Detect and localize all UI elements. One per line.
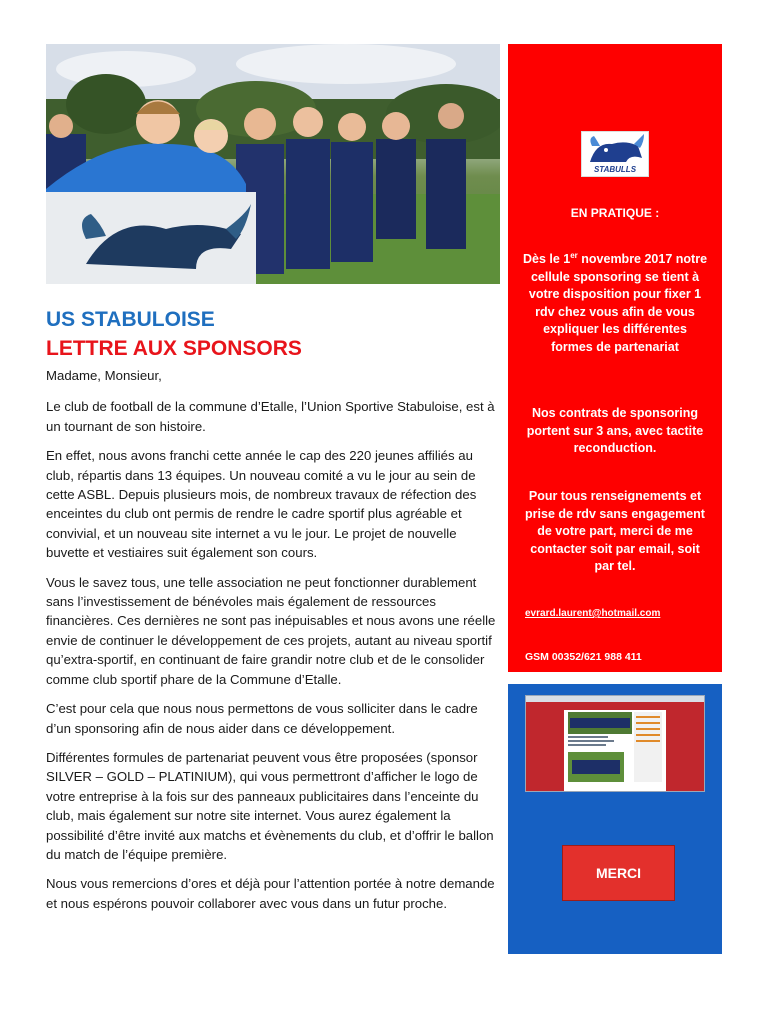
info-paragraph-contact: Pour tous renseignements et prise de rdv sans engagement de votre part, merci de me contacter soit par email, soit par tel. bbox=[525, 489, 705, 573]
letter-body bbox=[46, 366, 498, 923]
merci-button[interactable]: MERCI bbox=[562, 845, 675, 901]
letter-paragraph: Nous vous remercions d’ores et déjà pour l’attention portée à notre demande et nous espérons pouvoir collaborer avec vous dans un futur proche. bbox=[46, 876, 495, 911]
gsm-number: GSM 00352/621 988 411 bbox=[525, 651, 642, 663]
letter-paragraph: En effet, nous avons franchi cette année le cap des 220 jeunes affiliés au club, répartis dans 13 équipes. Un nouveau comité a vu le jour au sein de cette ASBL. Depuis plusieurs mois, de nombreux travaux de réfection des enceintes du club ont permis de rendre le cadre sportif plus agréable et convivial, et un nouveau site internet a vu le jour. Le projet de nouvelle buvette et vestiaires suit également son cours. bbox=[46, 448, 477, 561]
logo-text: STABULLS bbox=[593, 165, 637, 174]
info-date-prefix: Dès le 1 bbox=[522, 252, 571, 266]
info-paragraph-contracts: Nos contrats de sponsoring portent sur 3 ans, avec tactite reconduction. bbox=[526, 406, 704, 455]
info-paragraph-availability bbox=[522, 251, 708, 356]
website-screenshot bbox=[525, 695, 705, 792]
email-link[interactable]: evrard.laurent@hotmail.com bbox=[525, 608, 661, 619]
salutation: Madame, Monsieur, bbox=[46, 368, 162, 383]
website-screenshot-illustration bbox=[526, 696, 704, 791]
club-title: US STABULOISE bbox=[46, 308, 215, 331]
letter-paragraph: Le club de football de la commune d’Etalle, l’Union Sportive Stabuloise, est à un tournant de son histoire. bbox=[46, 399, 495, 434]
letter-paragraph: C’est pour cela que nous nous permettons de vous solliciter dans le cadre d’un sponsoring afin de nous aider dans ce développement. bbox=[46, 701, 478, 736]
letter-title: LETTRE AUX SPONSORS bbox=[46, 337, 302, 360]
letter-paragraph: Vous le savez tous, une telle association ne peut fonctionner durablement sans l’investissement de bénévoles mais également de ressources financières. Ces dernières ne sont pas inépuisables et nous avons une réelle envie de continuer le développement de ces projets, autant au niveau sportif qu’extra-sportif, en continuant de faire grandir notre club et de le consolider comme club sportif phare de la Commune d’Etalle. bbox=[46, 574, 496, 687]
website-panel bbox=[508, 684, 722, 954]
team-photo bbox=[46, 44, 500, 284]
ordinal-suffix: er bbox=[570, 250, 578, 260]
info-date-rest: novembre 2017 notre cellule sponsoring se tient à votre disposition pour fixer 1 rdv chez vous afin de vous expliquer les différentes formes de partenariat bbox=[528, 252, 708, 354]
bull-logo-icon bbox=[582, 132, 648, 166]
info-heading: EN PRATIQUE : bbox=[570, 206, 660, 220]
letter-paragraph: Différentes formules de partenariat peuvent vous être proposées (sponsor SILVER – GOLD – PLATINIUM), qui vous permettront d’afficher le logo de votre entreprise à la fois sur des panneaux publicitaires dans l’enceinte du club, mais également sur notre site internet. Vous aurez également la possibilité d’être invité aux matchs et évènements du club, et d’offrir le ballon du match de l’équipe première. bbox=[46, 749, 494, 862]
team-photo-illustration bbox=[46, 44, 500, 284]
info-panel bbox=[508, 44, 722, 672]
stabulls-logo bbox=[581, 131, 649, 177]
